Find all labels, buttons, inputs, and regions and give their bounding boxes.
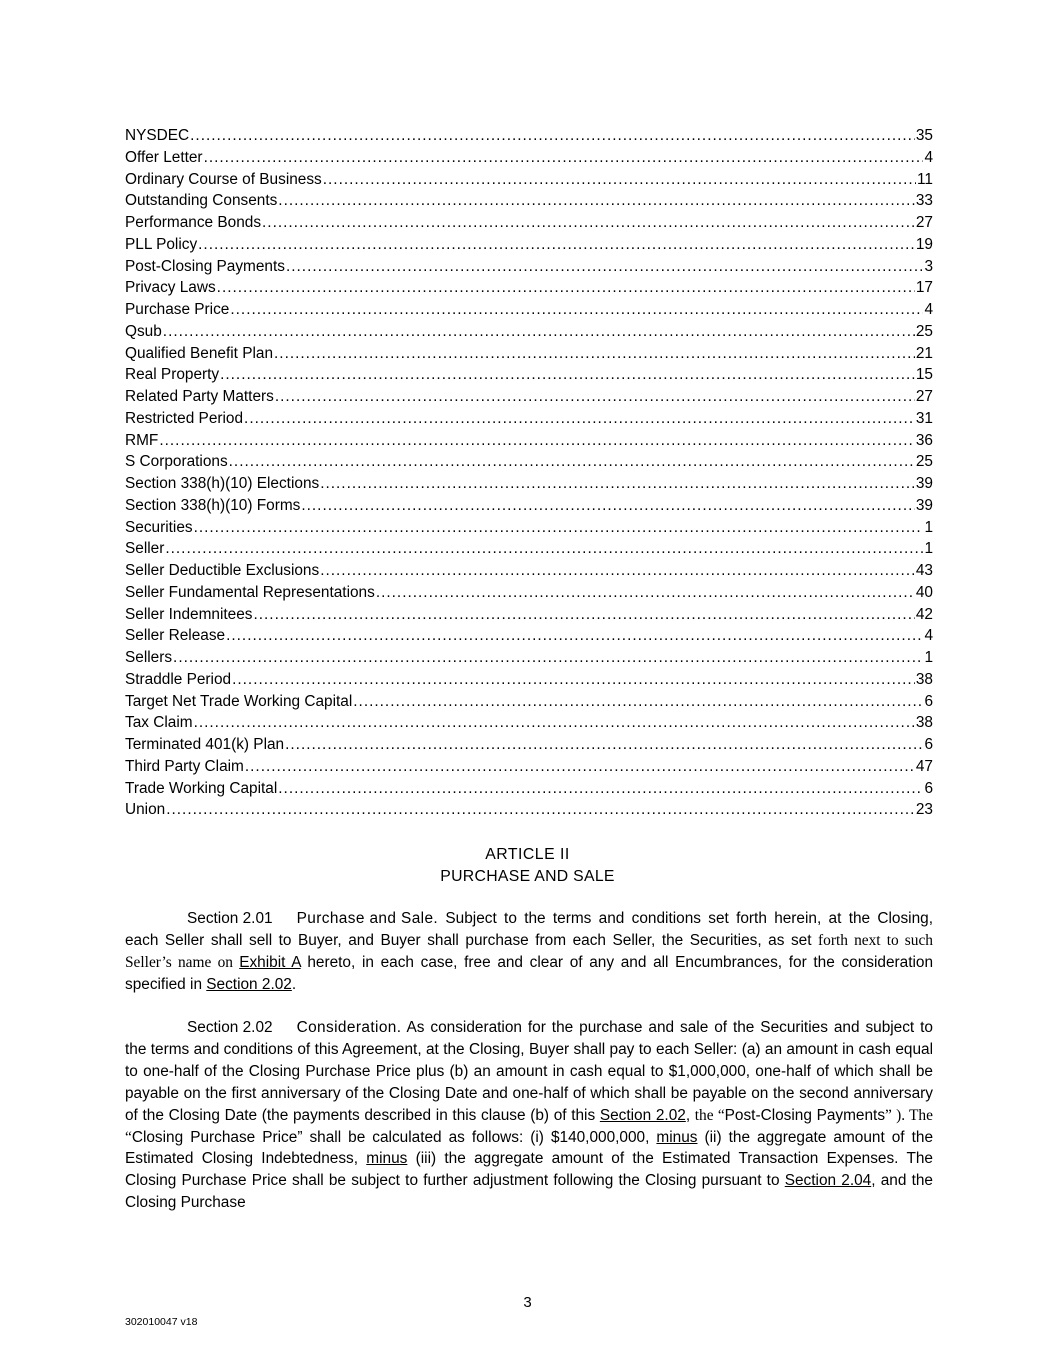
index-entry[interactable] [125,778,933,800]
index-page-number: 17 [915,279,933,297]
index-page-number: 4 [924,301,933,318]
index-entry[interactable] [125,386,933,408]
index-entry[interactable] [125,147,933,169]
section-2-02-text: ” ). The “ [125,1106,933,1146]
index-page-number: 6 [924,692,933,710]
dot-leader [285,734,923,756]
index-term: Seller [125,540,165,558]
index-page-number: 27 [915,388,933,405]
index-term: PLL Policy [125,235,198,253]
dot-leader [232,669,915,691]
dot-leader [244,408,915,430]
index-term: Terminated 401(k) Plan [125,736,285,753]
index-page-number: 40 [915,583,933,601]
index-term: Securities [125,518,193,536]
dot-leader [198,234,915,256]
index-page-number: 33 [915,192,933,210]
dot-leader [229,451,915,473]
dot-leader [190,125,915,147]
index-entry[interactable] [125,712,933,734]
index-term: Seller Deductible Exclusions [125,562,320,579]
index-entry[interactable] [125,560,933,582]
dot-leader [353,691,923,713]
section-2-04-reference[interactable]: Section 2.04 [784,1172,872,1190]
dot-leader [376,582,915,604]
index-term: Third Party Claim [125,757,244,775]
index-page-number: 25 [915,322,933,340]
dot-leader [278,190,915,212]
dot-leader [165,538,923,560]
index-page-number: 47 [915,757,933,775]
index-entry[interactable] [125,799,933,821]
section-2-02-text: the “ [694,1106,725,1124]
index-page-number: 38 [915,670,933,688]
dot-leader [166,799,915,821]
defined-terms-index [125,125,933,821]
minus-term: minus [656,1128,698,1146]
index-page-number: 27 [915,214,933,231]
index-term: Performance Bonds [125,214,262,231]
dot-leader [274,343,915,365]
index-term: Outstanding Consents [125,192,278,210]
dot-leader [163,321,915,343]
index-term: Post-Closing Payments [125,257,285,275]
index-entry[interactable] [125,669,933,691]
index-entry[interactable] [125,517,933,539]
index-page-number: 11 [917,170,933,188]
article-title: PURCHASE AND SALE [440,868,615,885]
index-page-number: 39 [915,475,933,492]
index-entry[interactable] [125,299,933,321]
index-term: Tax Claim [125,714,193,732]
index-page-number: 25 [915,453,933,471]
index-term: Offer Letter [125,148,203,166]
article-number: ARTICLE II [485,846,570,863]
index-entry[interactable] [125,212,933,234]
section-2-01-text: . [291,975,297,993]
index-term: NYSDEC [125,127,190,144]
section-2-02-text: (iii) the aggregate amount of the Estimated Transaction Expenses. The Closing Purchase Price shall be subject to further adjustment following the Closing pursuant to [125,1150,933,1190]
index-page-number: 23 [915,801,933,819]
index-entry[interactable] [125,647,933,669]
index-page-number: 15 [915,366,933,384]
index-entry[interactable] [125,604,933,626]
index-entry[interactable] [125,169,933,191]
index-page-number: 21 [915,344,933,362]
index-page-number: 1 [924,540,933,558]
index-entry[interactable] [125,430,933,452]
index-entry[interactable] [125,582,933,604]
section-2-02-text: , and the Closing Purchase [125,1172,933,1212]
defined-term-post-closing-payments: Post-Closing Payments [724,1106,886,1124]
page-number: 3 [523,1294,532,1311]
index-page-number: 1 [924,518,933,536]
index-term: Section 338(h)(10) Forms [125,496,301,514]
section-2-02-number: Section 2.02 [187,1019,273,1036]
section-2-02-text: , [685,1106,695,1124]
index-term: Trade Working Capital [125,779,278,797]
dot-leader [278,778,923,800]
section-2-02-heading: Consideration. [296,1019,402,1036]
section-2-01-number: Section 2.01 [187,910,273,927]
index-term: Ordinary Course of Business [125,170,322,188]
index-entry[interactable] [125,190,933,212]
section-2-02-reference[interactable]: Section 2.02 [599,1106,686,1124]
index-page-number: 38 [915,714,933,732]
index-term: Qsub [125,322,162,340]
dot-leader [173,647,923,669]
dot-leader [194,712,915,734]
index-page-number: 6 [924,736,933,753]
defined-term-closing-purchase-price: Closing Purchase Price [131,1128,298,1146]
index-term: Seller Fundamental Representations [125,583,375,601]
index-page-number: 36 [915,431,933,449]
section-2-01-paragraph [125,908,933,996]
index-page-number: 4 [924,148,933,166]
dot-leader [253,604,914,626]
index-entry[interactable] [125,125,933,147]
index-page-number: 42 [915,605,933,623]
section-2-02-text: ” shall be calculated as follows: (i) $140,000,000, [297,1128,657,1146]
index-term: Section 338(h)(10) Elections [125,475,320,492]
dot-leader [230,299,923,321]
index-entry[interactable] [125,625,933,647]
index-page-number: 4 [924,627,933,645]
section-2-01-text: hereto, in each case, free and clear of any and all Encumbrances, for the consideration specified in [125,953,934,993]
index-entry[interactable] [125,343,933,365]
index-page-number: 39 [915,496,933,514]
index-term: S Corporations [125,453,228,471]
dot-leader [320,560,915,582]
index-entry[interactable] [125,538,933,560]
dot-leader [220,364,915,386]
index-page-number: 43 [915,562,933,579]
index-entry[interactable] [125,451,933,473]
dot-leader [301,495,915,517]
index-page-number: 6 [924,779,933,797]
index-page-number: 1 [924,649,933,666]
dot-leader [226,625,923,647]
index-term: Related Party Matters [125,388,274,405]
index-page-number: 19 [915,235,933,253]
index-entry[interactable] [125,408,933,430]
index-page-number: 35 [915,127,933,144]
section-2-01-heading: Purchase and Sale. [296,910,439,927]
section-2-02-text: As consideration for the purchase and sale of the Securities and subject to the terms and conditions of this Agreement, at the Closing, Buyer shall pay to each Seller: (a) an amount in cash equal to one-half of the Closing Purchase Price plus (b) an amount in cash equal to $1,000,000, one-half of which shall be payable on the first anniversary of the Closing Date and one-half of which shall be payable on the second anniversary of the Closing Date (the payments described in this clause (b) of this [125,1019,933,1124]
index-term: Restricted Period [125,409,244,427]
index-term: Seller Indemnitees [125,605,253,623]
section-2-02-text: (ii) the aggregate amount of the Estimated Closing Indebtedness, [125,1128,933,1168]
index-term: Seller Release [125,627,226,645]
index-term: Qualified Benefit Plan [125,344,274,362]
index-term: Privacy Laws [125,279,216,297]
dot-leader [217,277,915,299]
index-term: Sellers [125,649,173,666]
dot-leader [275,386,915,408]
index-entry[interactable] [125,256,933,278]
minus-term: minus [366,1150,408,1168]
index-entry[interactable] [125,495,933,517]
section-2-01-text: Subject to the terms and conditions set forth herein, at the Closing, each Seller shall sell to Buyer, and Buyer shall purchase from each Seller, the Securities, as set [125,910,933,949]
index-term: Straddle Period [125,670,232,688]
index-entry[interactable] [125,234,933,256]
index-entry[interactable] [125,277,933,299]
exhibit-a-reference[interactable]: Exhibit A [239,953,301,971]
index-entry[interactable] [125,691,933,713]
dot-leader [194,517,924,539]
index-term: Union [125,801,166,819]
index-term: RMF [125,431,159,449]
dot-leader [286,256,923,278]
index-entry[interactable] [125,364,933,386]
dot-leader [262,212,915,234]
section-2-02-reference[interactable]: Section 2.02 [206,975,292,993]
index-page-number: 31 [915,409,933,427]
section-2-02-paragraph [125,1017,933,1214]
index-page-number: 3 [924,257,933,275]
dot-leader [320,473,915,495]
index-entry[interactable] [125,321,933,343]
dot-leader [204,147,924,169]
dot-leader [323,169,916,191]
dot-leader [245,756,915,778]
section-2-01-text: forth next to such Seller’s name on [125,931,933,971]
index-term: Target Net Trade Working Capital [125,692,353,710]
index-entry[interactable] [125,734,933,756]
index-entry[interactable] [125,756,933,778]
dot-leader [159,430,915,452]
index-entry[interactable] [125,473,933,495]
document-id: 302010047 v18 [125,1316,198,1328]
index-term: Purchase Price [125,301,230,318]
index-term: Real Property [125,366,220,384]
